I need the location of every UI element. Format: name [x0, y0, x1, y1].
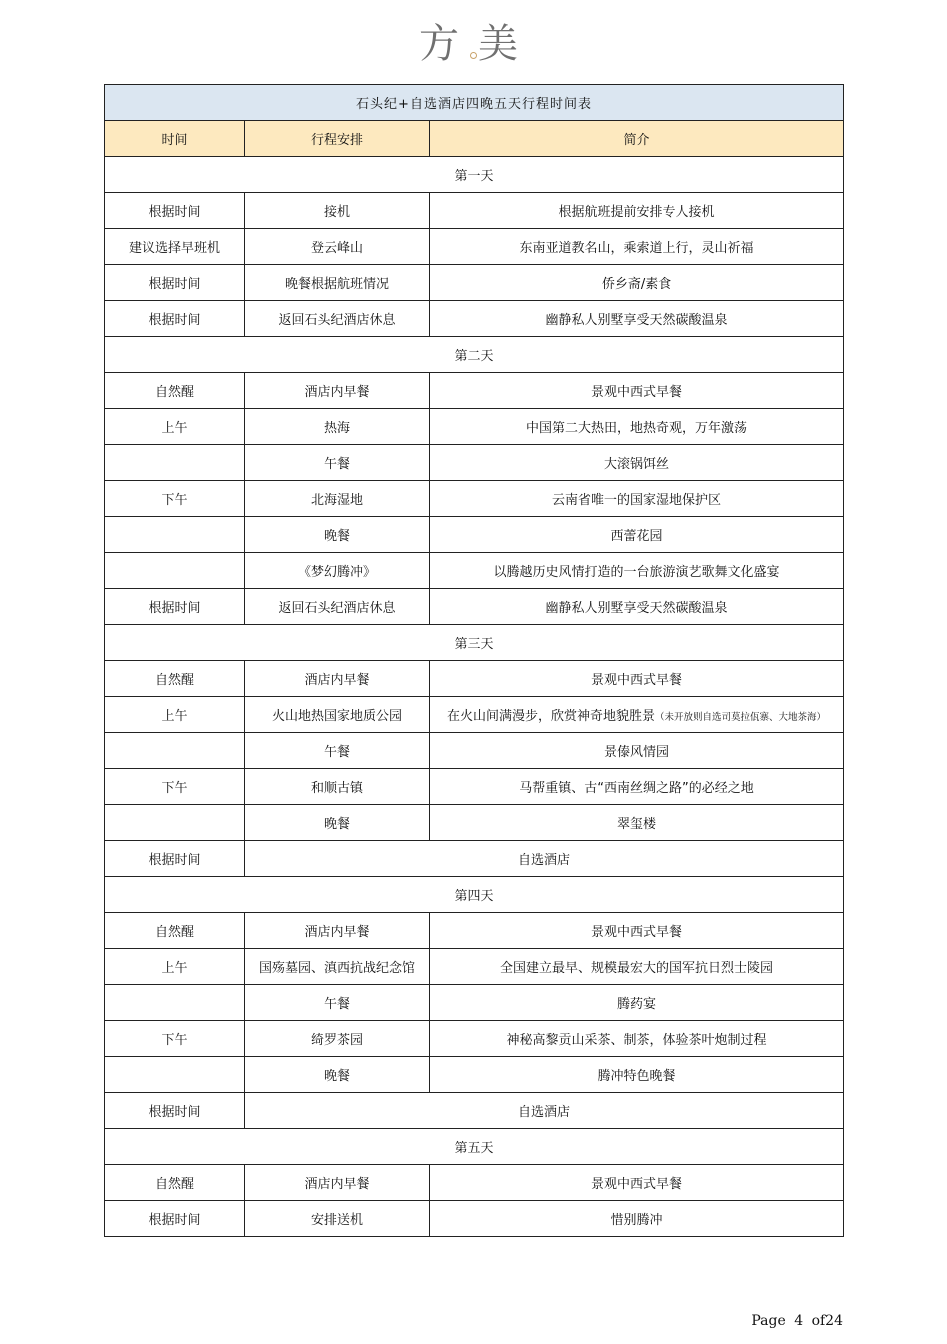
time-cell: 自然醒	[105, 913, 245, 949]
schedule-cell: 午餐	[245, 985, 430, 1021]
table-row	[105, 481, 844, 517]
description-cell	[430, 589, 844, 625]
time-cell: 上午	[105, 949, 245, 985]
time-cell	[105, 985, 245, 1021]
merged-cell: 自选酒店	[245, 1093, 844, 1129]
page-number: 4	[794, 1313, 804, 1329]
time-cell: 自然醒	[105, 661, 245, 697]
table-row	[105, 517, 844, 553]
schedule-cell: 国殇墓园、滇西抗战纪念馆	[245, 949, 430, 985]
description-text: 腾药宴	[617, 997, 657, 1012]
logo-char-2: 美	[478, 21, 528, 67]
time-cell: 上午	[105, 697, 245, 733]
table-row	[105, 661, 844, 697]
time-cell: 建议选择早班机	[105, 229, 245, 265]
schedule-cell: 午餐	[245, 445, 430, 481]
description-cell	[430, 229, 844, 265]
description-cell	[430, 1201, 844, 1237]
table-row	[105, 697, 844, 733]
day-header-row	[105, 157, 844, 193]
logo-dot	[470, 52, 477, 59]
table-row	[105, 193, 844, 229]
table-row	[105, 1165, 844, 1201]
time-cell: 根据时间	[105, 1093, 245, 1129]
schedule-cell: 酒店内早餐	[245, 913, 430, 949]
time-cell: 上午	[105, 409, 245, 445]
day-label: 第三天	[105, 625, 844, 661]
schedule-cell: 返回石头纪酒店休息	[245, 589, 430, 625]
merged-cell: 自选酒店	[245, 841, 844, 877]
schedule-cell: 热海	[245, 409, 430, 445]
description-text: 全国建立最早、规模最宏大的国军抗日烈士陵园	[500, 961, 774, 976]
time-cell	[105, 445, 245, 481]
day-label: 第四天	[105, 877, 844, 913]
page-label: Page	[751, 1313, 786, 1329]
header-schedule: 行程安排	[245, 121, 430, 157]
header-time: 时间	[105, 121, 245, 157]
day-header-row	[105, 1129, 844, 1165]
table-title-row	[105, 85, 844, 121]
table-row	[105, 265, 844, 301]
description-cell	[430, 661, 844, 697]
description-cell	[430, 985, 844, 1021]
description-text: 幽静私人别墅享受天然碳酸温泉	[545, 601, 728, 616]
description-cell	[430, 481, 844, 517]
table-row	[105, 841, 844, 877]
description-text: 景观中西式早餐	[591, 1177, 683, 1192]
schedule-cell: 北海湿地	[245, 481, 430, 517]
schedule-cell: 晚餐	[245, 517, 430, 553]
description-text: 侨乡斋/素食	[601, 277, 672, 292]
description-cell	[430, 409, 844, 445]
header-description: 简介	[430, 121, 844, 157]
description-text: 景观中西式早餐	[591, 925, 683, 940]
schedule-cell: 《梦幻腾冲》	[245, 553, 430, 589]
table-row	[105, 229, 844, 265]
day-label: 第五天	[105, 1129, 844, 1165]
schedule-cell: 安排送机	[245, 1201, 430, 1237]
company-logo	[0, 12, 947, 69]
description-text: 根据航班提前安排专人接机	[558, 205, 715, 220]
day-header-row	[105, 625, 844, 661]
time-cell: 根据时间	[105, 301, 245, 337]
description-text: 腾冲特色晚餐	[597, 1069, 676, 1084]
table-row	[105, 589, 844, 625]
schedule-cell: 酒店内早餐	[245, 373, 430, 409]
time-cell: 根据时间	[105, 193, 245, 229]
table-row	[105, 949, 844, 985]
description-text: 在火山间满漫步，欣赏神奇地貌胜景	[446, 709, 655, 724]
description-text: 云南省唯一的国家湿地保护区	[552, 493, 722, 508]
schedule-cell: 酒店内早餐	[245, 1165, 430, 1201]
description-text: 神秘高黎贡山采茶、制茶，体验茶叶炮制过程	[506, 1033, 767, 1048]
description-cell	[430, 805, 844, 841]
table-row	[105, 1201, 844, 1237]
description-text: 景傣风情园	[604, 745, 670, 760]
schedule-cell: 绮罗茶园	[245, 1021, 430, 1057]
description-text: 幽静私人别墅享受天然碳酸温泉	[545, 313, 728, 328]
time-cell	[105, 805, 245, 841]
time-cell: 根据时间	[105, 841, 245, 877]
description-text: 大滚锅饵丝	[604, 457, 670, 472]
schedule-cell: 酒店内早餐	[245, 661, 430, 697]
description-cell	[430, 193, 844, 229]
schedule-cell: 返回石头纪酒店休息	[245, 301, 430, 337]
schedule-cell: 火山地热国家地质公园	[245, 697, 430, 733]
schedule-cell: 晚餐根据航班情况	[245, 265, 430, 301]
time-cell: 自然醒	[105, 1165, 245, 1201]
time-cell	[105, 733, 245, 769]
description-cell	[430, 1057, 844, 1093]
page-total: of24	[811, 1313, 843, 1329]
table-row	[105, 985, 844, 1021]
itinerary-table	[104, 84, 844, 1237]
time-cell	[105, 553, 245, 589]
description-cell	[430, 697, 844, 733]
description-text: 西蕾花园	[610, 529, 663, 544]
table-row	[105, 409, 844, 445]
time-cell: 下午	[105, 1021, 245, 1057]
time-cell: 下午	[105, 769, 245, 805]
description-cell	[430, 913, 844, 949]
schedule-cell: 晚餐	[245, 1057, 430, 1093]
description-cell	[430, 1165, 844, 1201]
description-text: 东南亚道教名山，乘索道上行，灵山祈福	[519, 241, 754, 256]
description-cell	[430, 265, 844, 301]
time-cell	[105, 1057, 245, 1093]
table-row	[105, 913, 844, 949]
description-text: 马帮重镇、古“西南丝绸之路”的必经之地	[519, 781, 754, 796]
table-header-row	[105, 121, 844, 157]
day-label: 第一天	[105, 157, 844, 193]
schedule-cell: 午餐	[245, 733, 430, 769]
description-text: 惜别腾冲	[610, 1213, 663, 1228]
schedule-cell: 登云峰山	[245, 229, 430, 265]
description-text: 景观中西式早餐	[591, 673, 683, 688]
day-label: 第二天	[105, 337, 844, 373]
description-text: 翠玺楼	[617, 817, 657, 832]
logo-char-1: 方	[419, 21, 469, 67]
table-row	[105, 1057, 844, 1093]
description-text: 中国第二大热田，地热奇观，万年激荡	[526, 421, 748, 436]
description-cell	[430, 373, 844, 409]
schedule-cell: 接机	[245, 193, 430, 229]
description-cell	[430, 553, 844, 589]
table-row	[105, 445, 844, 481]
description-cell	[430, 1021, 844, 1057]
description-cell	[430, 949, 844, 985]
table-row	[105, 805, 844, 841]
day-header-row	[105, 877, 844, 913]
time-cell: 根据时间	[105, 265, 245, 301]
time-cell: 根据时间	[105, 589, 245, 625]
table-title: 石头纪+自选酒店四晚五天行程时间表	[105, 85, 844, 121]
table-row	[105, 373, 844, 409]
table-row	[105, 733, 844, 769]
table-row	[105, 301, 844, 337]
page-footer	[751, 1313, 843, 1329]
table-row	[105, 769, 844, 805]
schedule-cell: 晚餐	[245, 805, 430, 841]
time-cell: 自然醒	[105, 373, 245, 409]
description-cell	[430, 445, 844, 481]
description-note: （未开放则自选司莫拉佤寨、大地茶海）	[655, 712, 827, 723]
time-cell: 根据时间	[105, 1201, 245, 1237]
time-cell	[105, 517, 245, 553]
table-row	[105, 1021, 844, 1057]
table-row	[105, 553, 844, 589]
table-body	[105, 157, 844, 1237]
description-cell	[430, 733, 844, 769]
day-header-row	[105, 337, 844, 373]
description-cell	[430, 769, 844, 805]
description-text: 以腾越历史风情打造的一台旅游演艺歌舞文化盛宴	[493, 565, 780, 580]
description-cell	[430, 517, 844, 553]
description-cell	[430, 301, 844, 337]
table-row	[105, 1093, 844, 1129]
description-text: 景观中西式早餐	[591, 385, 683, 400]
time-cell: 下午	[105, 481, 245, 517]
schedule-cell: 和顺古镇	[245, 769, 430, 805]
